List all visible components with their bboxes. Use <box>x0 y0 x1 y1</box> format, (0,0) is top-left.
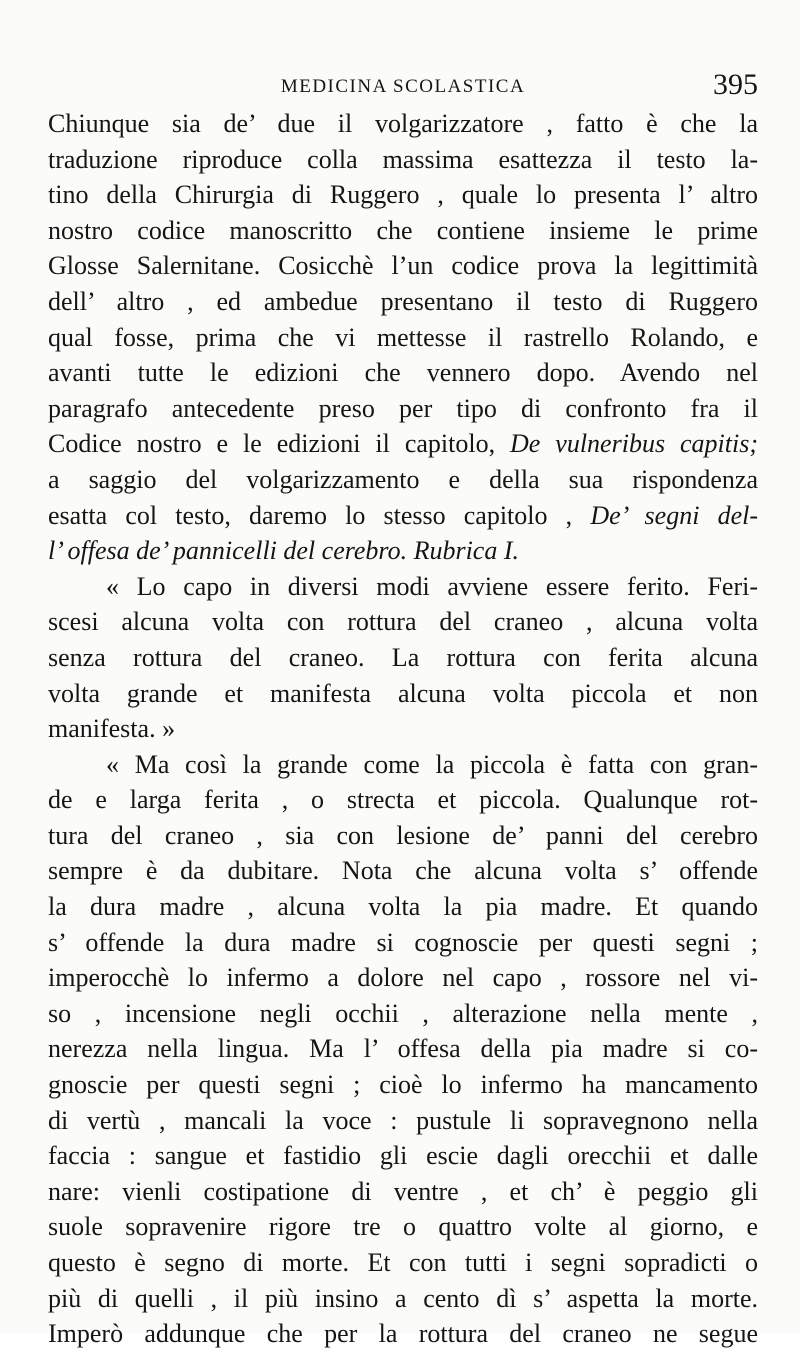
text-line: tura del craneo , sia con lesione de’ panni del cerebro <box>48 820 758 850</box>
text-line: scesi alcuna volta con rottura del craneo , alcuna volta <box>48 607 758 637</box>
text-line: « Ma così la grande come la piccola è fatta con gran- <box>106 749 758 779</box>
text-line: Chiunque sia de’ due il volgarizzatore , fatto è che la <box>48 109 758 138</box>
italic-title: De’ segni del- <box>590 500 758 530</box>
text-line: avanti tutte le edizioni che vennero dopo. Avendo nel <box>48 358 758 388</box>
body-text <box>48 106 758 1352</box>
text-segment: Codice nostro e le edizioni il capitolo, <box>48 429 496 459</box>
text-line: de e larga ferita , o strecta et piccola. Qualunque rot- <box>48 785 758 815</box>
text-line <box>48 498 758 534</box>
text-line <box>48 426 758 462</box>
text-line: sempre è da dubitare. Nota che alcuna volta s’ offende <box>48 856 758 886</box>
text-line: qual fosse, prima che vi mettesse il rastrello Rolando, e <box>48 322 758 352</box>
text-line: faccia : sangue et fastidio gli escie dagli orecchii et dalle <box>48 1141 758 1171</box>
text-line: paragrafo antecedente preso per tipo di confronto fra il <box>48 393 758 423</box>
text-line: nostro codice manoscritto che contiene insieme le prime <box>48 215 758 245</box>
text-line: di vertù , mancali la voce : pustule li sopravegnono nella <box>48 1105 758 1135</box>
italic-title: De vulneribus capitis; <box>510 429 758 459</box>
text-line: Imperò addunque che per la rottura del craneo ne segue <box>48 1319 758 1349</box>
text-line: dell’ altro , ed ambedue presentano il testo di Ruggero <box>48 286 758 316</box>
text-line: la dura madre , alcuna volta la pia madre. Et quando <box>48 892 758 922</box>
text-line: s’ offende la dura madre si cognoscie per questi segni ; <box>48 927 758 957</box>
page-number: 395 <box>713 68 758 101</box>
text-line: gnoscie per questi segni ; cioè lo infermo ha mancamento <box>48 1070 758 1100</box>
text-line: questo è segno di morte. Et con tutti i segni sopradicti o <box>48 1248 758 1277</box>
text-line: senza rottura del craneo. La rottura con ferita alcuna <box>48 642 758 672</box>
text-line: nerezza nella lingua. Ma l’ offesa della pia madre si co- <box>48 1034 758 1064</box>
running-head <box>48 70 758 100</box>
text-line: traduzione riproduce colla massima esattezza il testo la- <box>48 144 758 174</box>
text-line: Glosse Salernitane. Cosicchè l’un codice prova la legittimità <box>48 251 758 281</box>
text-line: volta grande et manifesta alcuna volta piccola et non <box>48 678 758 708</box>
text-segment: esatta col testo, daremo lo stesso capitolo , <box>48 500 573 530</box>
text-line: so , incensione negli occhii , alterazione nella mente , <box>48 998 758 1028</box>
text-line: nare: vienli costipatione di ventre , et ch’ è peggio gli <box>48 1176 758 1206</box>
text-line <box>48 533 758 569</box>
text-line: a saggio del volgarizzamento e della sua rispondenza <box>48 464 758 494</box>
text-line: più di quelli , il più insino a cento dì s’ aspetta la morte. <box>48 1283 758 1313</box>
running-title: MEDICINA SCOLASTICA <box>280 76 526 97</box>
text-line: imperocchè lo infermo a dolore nel capo , rossore nel vi- <box>48 963 758 993</box>
text-line: suole sopravenire rigore tre o quattro volte al giorno, e <box>48 1212 758 1242</box>
text-line: manifesta. » <box>48 714 176 744</box>
italic-title: l’ offesa de’ pannicelli del cerebro. Rubrica I. <box>48 536 520 566</box>
text-line: « Lo capo in diversi modi avviene essere ferito. Feri- <box>106 571 758 601</box>
text-line: tino della Chirurgia di Ruggero , quale lo presenta l’ altro <box>48 180 758 210</box>
